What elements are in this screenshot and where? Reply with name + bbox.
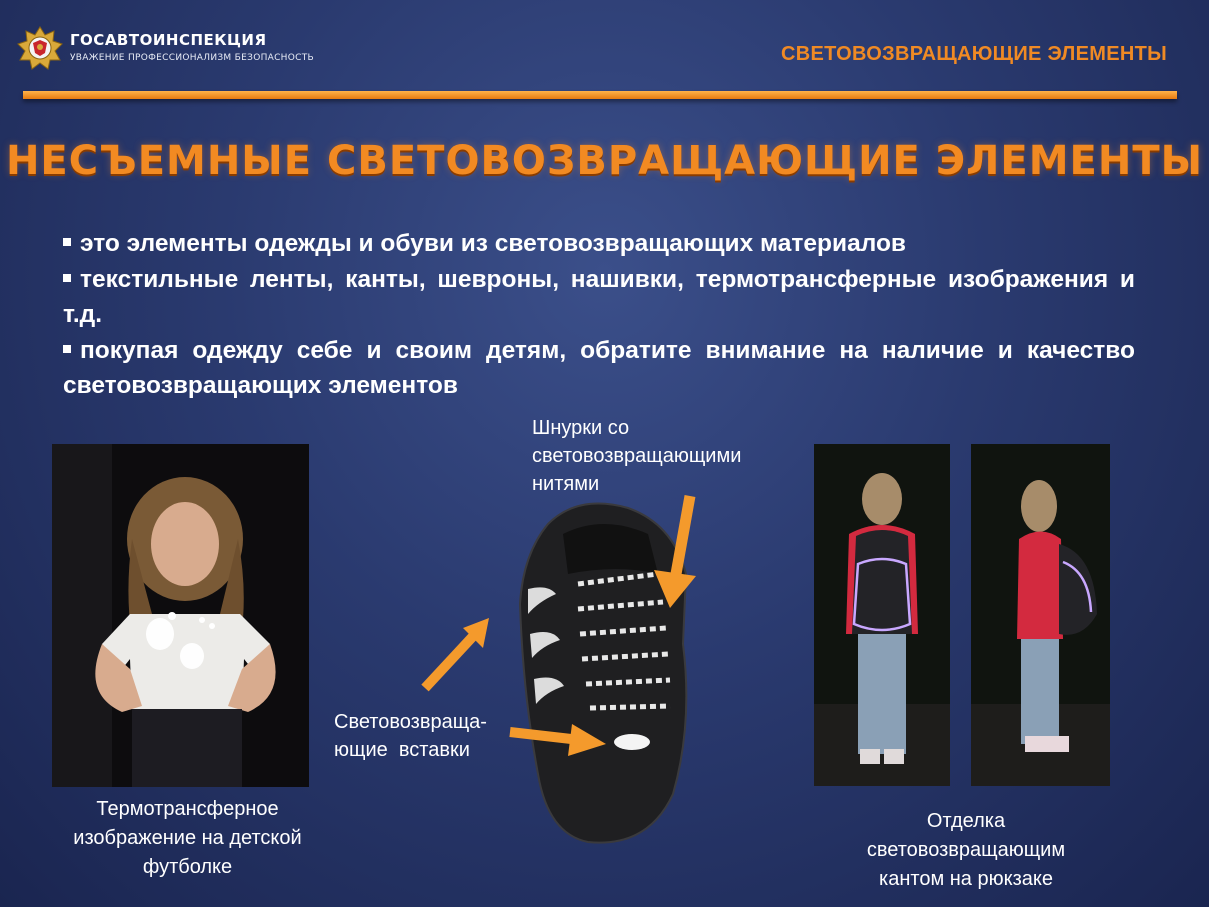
arrow-icon <box>508 718 608 758</box>
org-motto: УВАЖЕНИЕ ПРОФЕССИОНАЛИЗМ БЕЗОПАСНОСТЬ <box>70 53 314 63</box>
bullet-list <box>63 226 1135 404</box>
bullet-square-icon <box>63 274 71 282</box>
tshirt-caption: Термотрансферное изображение на детской футболке <box>73 798 302 878</box>
backpack-caption: Отделка световозвращающим кантом на рюкзаке <box>866 810 1066 890</box>
bullet-square-icon <box>63 238 71 246</box>
arrow-icon <box>415 610 495 695</box>
backpack-photo-back <box>814 444 950 786</box>
bullet-item: покупая одежду себе и своим детям, обратите внимание на наличие и качество световозвращающих элементов <box>63 336 1135 399</box>
page-title: НЕСЪЕМНЫЕ СВЕТОВОЗВРАЩАЮЩИЕ ЭЛЕМЕНТЫ <box>5 138 1204 184</box>
backpack-photo-side <box>971 444 1110 786</box>
bullet-item: это элементы одежды и обуви из световозвращающих материалов <box>63 226 1135 262</box>
laces-label: Шнурки со световозвращающими нитями <box>532 417 742 495</box>
org-block <box>70 31 314 63</box>
police-emblem-icon <box>17 26 63 70</box>
header-divider <box>23 91 1177 99</box>
bullet-square-icon <box>63 345 71 353</box>
org-name: ГОСАВТОИНСПЕКЦИЯ <box>70 31 267 49</box>
inserts-label: Световозвраща- ющие вставки <box>334 711 487 761</box>
section-title: СВЕТОВОЗВРАЩАЮЩИЕ ЭЛЕМЕНТЫ <box>781 43 1167 65</box>
arrow-icon <box>640 492 702 612</box>
tshirt-photo <box>52 444 309 787</box>
bullet-item: текстильные ленты, канты, шевроны, нашивки, термотрансферные изображения и т.д. <box>63 265 1135 328</box>
